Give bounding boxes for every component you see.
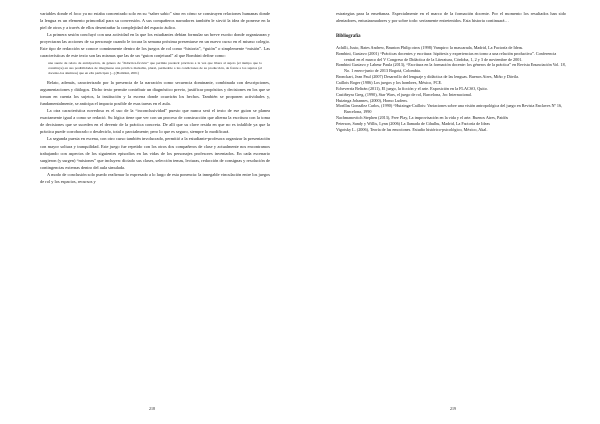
left-page-text-column — [40, 10, 270, 185]
block-quote: una suerte de relato de anticipación, de género de “didáctica-ficción” que permite predecir prácticas a la vez que libera al sujeto (el tiempo que lo constituye) en sus posibilidades de imaginarse una práctica malsable, plural, permeable a las condiciones de su producción, de frente a los sujetos (el docente-los alumnos) que en ella participan [...] (Bombini, 2001) — [48, 61, 262, 75]
page-number-right: 219 — [450, 406, 456, 411]
bibliography-entry: Nachmanovitch Stephen (2013), Free Play, La improvisación en la vida y el arte. Buenos Aires, Paidós — [336, 114, 509, 120]
bibliography-list — [336, 45, 566, 132]
left-paragraph-4: La otra característica novedosa es el uso de la “inconclusividad” puesto que nunca será el texto de ese guion se planea exactamente igual a como se redactó. Su lógica tiene que ver con un proceso de construcción que alterna la escritura con la toma de decisiones que se suceden en el devenir de la práctica concreta. De allí que su clave resida en que no es infalible ya que la práctica puede corroborarlo o desdecirlo, total o parcialmente; pero lo que es seguro, siempre lo modificará. — [40, 108, 270, 135]
bibliography-entry: Bombini, Gustavo (2001) “Prácticas docentes y escritura: hipótesis y experiencias en torno a una relación productiva”. Conferencia central en el marco del V Congreso de Didáctica de la Literatura, Córdoba, 1, 2 y 3 de noviembre de 2001. — [336, 50, 557, 62]
bibliography-entry: Echeverría Beltrán (2011), El juego, la ficción y el arte. Exposición en la FLACSO, Quito. — [336, 85, 488, 91]
right-page — [300, 0, 600, 424]
bibliography-entry: Peterson, Sandy y Willis, Lynn (2006) La llamada de Cthulhu, Madrid, La Factoría de Ideas — [336, 120, 490, 126]
page-number-left: 218 — [149, 406, 155, 411]
bibliography-entry: Bronckart, Jean Paul (2007) Desarrollo del lenguaje y didáctica de las lenguas. Buenos Aires, Miño y Dávila. — [336, 73, 520, 79]
bibliography-heading: Bibliografía — [336, 34, 361, 40]
right-paragraph-1: estrategias para la enseñanza. Especialmente en el marco de la formación docente. Por el momento los resultados han sido alentadores, entusiasmadores y por sobre todo: seriamente entretenidos. Esta historia continuará… — [336, 11, 566, 24]
right-page-text-column — [336, 10, 566, 133]
left-paragraph-6: A modo de conclusión solo puedo reafirmar lo expresado a lo largo de esta ponencia: la innegable vinculación entre los juegos de rol y los espacios, recursos y — [40, 171, 270, 184]
bibliography-entry: Morillas González Carlos, (1990) “Huizinga-Caillois: Variaciones sobre una visión antropológica del juego en Revista Enclaves Nº 16, Barcelona, 1990 — [336, 103, 563, 114]
left-paragraph-1: variables donde el foco ya no estaba concentrado solo en su “saber sabio” sino en cómo se construyen relaciones humanas donde la lengua es un elemento primordial para su conversión. A sus compañeros narradores también le sirvió la idea de ponerse en la piel de otros y a través de ellos desentrañar la complejidad del espacio áulico. — [40, 11, 270, 31]
bibliography-entry: Huizinga Johannes, (2000), Homo Ludens. — [336, 97, 408, 103]
left-paragraph-2: La primera sesión concluyó con una actividad en la que los estudiantes debían formular un breve escrito donde organizaran y proyectaran las acciones de su personaje cuando le tocara la semana próxima presentarse en un nuevo curso en el mismo colegio. Este tipo de redacción se conoce comúnmente dentro de los juegos de rol como “historia”, “guión” o simplemente “misión”. Las características de este texto son las mismas que las de un “guion conjetural” al que Bombini define como: — [40, 32, 270, 59]
bibliography-entry: Caillois Roger (1986) Los juegos y los hombres, México, FCE. — [336, 79, 443, 85]
bibliography-entry: Castiñeyra Greg, (1990), Star Wars, el juego de rol, Barcelona, Joc Internacional. — [336, 91, 472, 97]
bibliography-entry: Achilli, Justo, Bates Andrew, Brunton Philip otros (1998) Vampiro: la mascarada, Madrid, La Factoría de Ideas. — [336, 45, 524, 51]
bibliography-entry: Vigotsky L. (2006), Teoría de las emociones. Estudio histórico-psicológico, México, Akal. — [336, 126, 488, 132]
left-paragraph-3: Relato, además, caracterizado por la presencia de la narración como secuencia dominante, combinada con descripciones, argumentaciones y diálogos. Dicho texto permite contribuir un diagnóstico previo, justificar propósitos y decisiones en los que se toman en cuenta los sujetos, la institución y la escena donde ocurrirán los hechos. También se proponen actividades y, fundamentalmente, se anticipa el impacto posible de esas tareas en el aula. — [40, 80, 270, 107]
bibliography-entry: Bombini Gustavo y Labeur Paula (2013), “Escritura en la formación docente: los géneros de la práctica” en Revista Enunciación Vol. 18, No. 1 enero-junio de 2013 Bogotá, Colombia. — [336, 62, 566, 74]
left-paragraph-5: La segunda puesta en escena, con otro curso también involucrado, permitió a la estudiante-profesora organizar la presentación con mayor soltura y tranquilidad. Este juego fue repetido con los otros dos compañeros de clase y actualmente nos encontramos trabajando con aspectos de los siguientes episodios en las vidas de los personajes profesores inventados. En cada escenario surgieron (y surgen) “misiones” que incluyen: dictado sus clases, selección temas, lecturas, redacción de consignas y resolución de contingencias externas dentro del aula simulada. — [40, 136, 270, 170]
